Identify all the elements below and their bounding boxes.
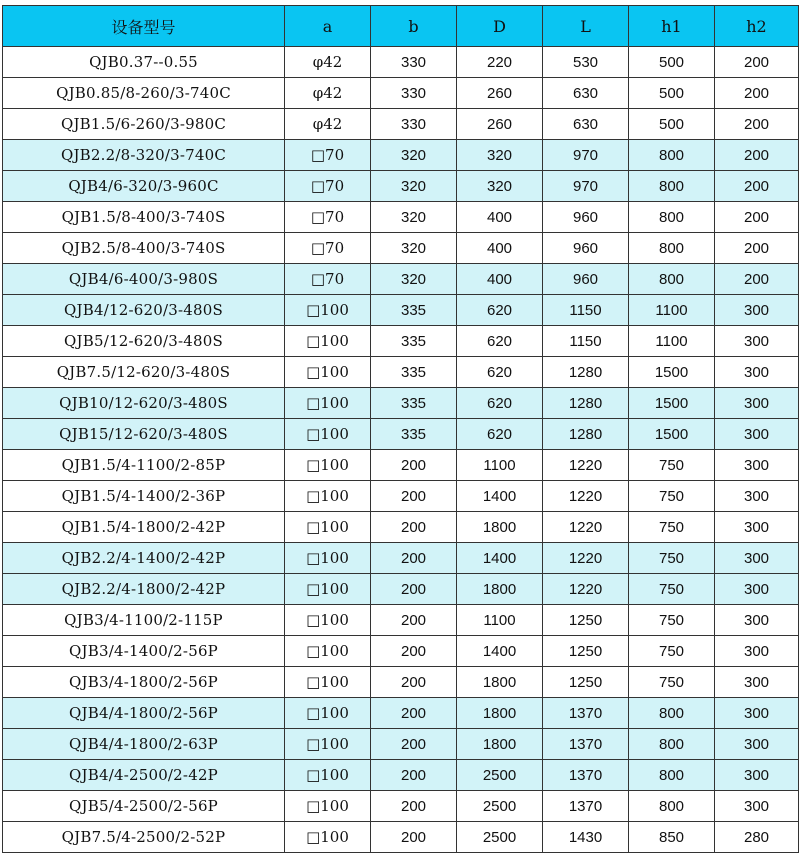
value-cell-a: □100 — [285, 450, 371, 481]
value-cell-l: 630 — [543, 109, 629, 140]
value-cell-a: □100 — [285, 791, 371, 822]
value-cell-h2: 300 — [715, 574, 799, 605]
value-cell-b: 200 — [371, 481, 457, 512]
model-cell: QJB3/4-1400/2-56P — [3, 636, 285, 667]
value-cell-h2: 200 — [715, 47, 799, 78]
value-cell-h1: 750 — [629, 512, 715, 543]
table-row — [3, 760, 799, 791]
model-cell: QJB0.85/8-260/3-740C — [3, 78, 285, 109]
value-cell-h1: 500 — [629, 78, 715, 109]
header-h1: h1 — [629, 6, 715, 47]
model-cell: QJB5/12-620/3-480S — [3, 326, 285, 357]
value-cell-d: 620 — [457, 388, 543, 419]
value-cell-h2: 200 — [715, 78, 799, 109]
header-l: L — [543, 6, 629, 47]
value-cell-d: 1800 — [457, 698, 543, 729]
value-cell-h1: 1500 — [629, 388, 715, 419]
value-cell-d: 400 — [457, 202, 543, 233]
value-cell-d: 620 — [457, 295, 543, 326]
value-cell-b: 200 — [371, 574, 457, 605]
value-cell-h2: 300 — [715, 760, 799, 791]
value-cell-l: 1370 — [543, 729, 629, 760]
value-cell-h2: 200 — [715, 109, 799, 140]
value-cell-a: □100 — [285, 419, 371, 450]
value-cell-b: 320 — [371, 140, 457, 171]
value-cell-a: □100 — [285, 729, 371, 760]
value-cell-b: 200 — [371, 698, 457, 729]
value-cell-d: 400 — [457, 264, 543, 295]
model-cell: QJB1.5/4-1100/2-85P — [3, 450, 285, 481]
value-cell-a: □100 — [285, 512, 371, 543]
value-cell-d: 620 — [457, 419, 543, 450]
model-cell: QJB1.5/4-1400/2-36P — [3, 481, 285, 512]
model-cell: QJB2.2/4-1400/2-42P — [3, 543, 285, 574]
value-cell-h1: 750 — [629, 636, 715, 667]
value-cell-d: 620 — [457, 357, 543, 388]
value-cell-d: 400 — [457, 233, 543, 264]
header-d: D — [457, 6, 543, 47]
value-cell-h2: 300 — [715, 605, 799, 636]
value-cell-d: 260 — [457, 78, 543, 109]
value-cell-d: 620 — [457, 326, 543, 357]
value-cell-d: 1400 — [457, 543, 543, 574]
value-cell-h1: 750 — [629, 667, 715, 698]
value-cell-a: □70 — [285, 202, 371, 233]
value-cell-d: 1400 — [457, 636, 543, 667]
model-cell: QJB4/4-1800/2-63P — [3, 729, 285, 760]
value-cell-l: 1220 — [543, 450, 629, 481]
table-row — [3, 140, 799, 171]
value-cell-b: 200 — [371, 605, 457, 636]
value-cell-a: □70 — [285, 264, 371, 295]
value-cell-h2: 300 — [715, 667, 799, 698]
value-cell-l: 1250 — [543, 667, 629, 698]
value-cell-a: □100 — [285, 357, 371, 388]
value-cell-l: 1370 — [543, 698, 629, 729]
model-cell: QJB1.5/6-260/3-980C — [3, 109, 285, 140]
value-cell-d: 1800 — [457, 729, 543, 760]
value-cell-d: 2500 — [457, 760, 543, 791]
value-cell-a: φ42 — [285, 47, 371, 78]
value-cell-b: 320 — [371, 233, 457, 264]
table-row — [3, 481, 799, 512]
table-row — [3, 574, 799, 605]
model-cell: QJB15/12-620/3-480S — [3, 419, 285, 450]
value-cell-h1: 800 — [629, 264, 715, 295]
value-cell-l: 530 — [543, 47, 629, 78]
value-cell-a: □100 — [285, 388, 371, 419]
value-cell-h1: 750 — [629, 450, 715, 481]
value-cell-h1: 500 — [629, 47, 715, 78]
model-cell: QJB0.37--0.55 — [3, 47, 285, 78]
model-cell: QJB2.5/8-400/3-740S — [3, 233, 285, 264]
value-cell-l: 1250 — [543, 636, 629, 667]
value-cell-h1: 1100 — [629, 326, 715, 357]
model-cell: QJB2.2/4-1800/2-42P — [3, 574, 285, 605]
value-cell-h2: 280 — [715, 822, 799, 853]
value-cell-h1: 800 — [629, 140, 715, 171]
value-cell-h2: 300 — [715, 326, 799, 357]
table-row — [3, 450, 799, 481]
table-row — [3, 78, 799, 109]
value-cell-b: 330 — [371, 78, 457, 109]
value-cell-h1: 850 — [629, 822, 715, 853]
value-cell-a: □100 — [285, 760, 371, 791]
value-cell-b: 200 — [371, 791, 457, 822]
value-cell-l: 1370 — [543, 791, 629, 822]
value-cell-b: 200 — [371, 822, 457, 853]
value-cell-b: 200 — [371, 760, 457, 791]
value-cell-h1: 800 — [629, 171, 715, 202]
value-cell-l: 1280 — [543, 357, 629, 388]
model-cell: QJB4/12-620/3-480S — [3, 295, 285, 326]
model-cell: QJB7.5/4-2500/2-52P — [3, 822, 285, 853]
header-row — [3, 6, 799, 47]
value-cell-h2: 200 — [715, 233, 799, 264]
value-cell-h2: 300 — [715, 357, 799, 388]
value-cell-a: □100 — [285, 667, 371, 698]
table-row — [3, 295, 799, 326]
value-cell-a: □70 — [285, 140, 371, 171]
model-cell: QJB4/6-320/3-960C — [3, 171, 285, 202]
value-cell-a: □100 — [285, 636, 371, 667]
model-cell: QJB1.5/8-400/3-740S — [3, 202, 285, 233]
value-cell-h1: 800 — [629, 698, 715, 729]
value-cell-l: 970 — [543, 171, 629, 202]
value-cell-h1: 800 — [629, 760, 715, 791]
header-h2: h2 — [715, 6, 799, 47]
value-cell-a: □100 — [285, 543, 371, 574]
value-cell-h2: 300 — [715, 543, 799, 574]
table-row — [3, 171, 799, 202]
value-cell-b: 335 — [371, 326, 457, 357]
value-cell-h1: 800 — [629, 791, 715, 822]
table-row — [3, 109, 799, 140]
model-cell: QJB7.5/12-620/3-480S — [3, 357, 285, 388]
model-cell: QJB4/6-400/3-980S — [3, 264, 285, 295]
value-cell-h2: 300 — [715, 295, 799, 326]
value-cell-h2: 200 — [715, 202, 799, 233]
table-row — [3, 543, 799, 574]
value-cell-a: φ42 — [285, 109, 371, 140]
value-cell-h2: 300 — [715, 512, 799, 543]
value-cell-d: 2500 — [457, 791, 543, 822]
value-cell-l: 1220 — [543, 574, 629, 605]
value-cell-b: 330 — [371, 109, 457, 140]
value-cell-h1: 1100 — [629, 295, 715, 326]
table-row — [3, 357, 799, 388]
value-cell-a: □100 — [285, 326, 371, 357]
table-row — [3, 791, 799, 822]
pump-spec-table — [2, 5, 799, 853]
value-cell-d: 220 — [457, 47, 543, 78]
value-cell-l: 960 — [543, 202, 629, 233]
value-cell-d: 320 — [457, 140, 543, 171]
value-cell-b: 200 — [371, 729, 457, 760]
value-cell-d: 1100 — [457, 605, 543, 636]
value-cell-h2: 300 — [715, 729, 799, 760]
table-row — [3, 605, 799, 636]
value-cell-l: 970 — [543, 140, 629, 171]
value-cell-h2: 300 — [715, 388, 799, 419]
value-cell-h1: 1500 — [629, 419, 715, 450]
value-cell-h2: 200 — [715, 264, 799, 295]
table-row — [3, 202, 799, 233]
table-row — [3, 729, 799, 760]
value-cell-b: 335 — [371, 295, 457, 326]
value-cell-d: 1400 — [457, 481, 543, 512]
table-row — [3, 822, 799, 853]
value-cell-d: 260 — [457, 109, 543, 140]
table-body — [3, 47, 799, 853]
value-cell-a: □100 — [285, 481, 371, 512]
value-cell-a: □100 — [285, 822, 371, 853]
value-cell-l: 1280 — [543, 388, 629, 419]
model-cell: QJB3/4-1800/2-56P — [3, 667, 285, 698]
value-cell-l: 1280 — [543, 419, 629, 450]
table-row — [3, 233, 799, 264]
value-cell-b: 320 — [371, 171, 457, 202]
model-cell: QJB4/4-2500/2-42P — [3, 760, 285, 791]
value-cell-l: 1150 — [543, 326, 629, 357]
value-cell-d: 2500 — [457, 822, 543, 853]
model-cell: QJB4/4-1800/2-56P — [3, 698, 285, 729]
table-row — [3, 512, 799, 543]
value-cell-b: 200 — [371, 636, 457, 667]
value-cell-b: 200 — [371, 667, 457, 698]
value-cell-h2: 300 — [715, 636, 799, 667]
value-cell-a: □70 — [285, 233, 371, 264]
value-cell-d: 1800 — [457, 512, 543, 543]
value-cell-a: φ42 — [285, 78, 371, 109]
table-row — [3, 698, 799, 729]
value-cell-b: 335 — [371, 419, 457, 450]
table-row — [3, 636, 799, 667]
value-cell-h1: 800 — [629, 233, 715, 264]
value-cell-b: 200 — [371, 450, 457, 481]
value-cell-h1: 500 — [629, 109, 715, 140]
value-cell-l: 1220 — [543, 512, 629, 543]
value-cell-l: 1220 — [543, 543, 629, 574]
model-cell: QJB5/4-2500/2-56P — [3, 791, 285, 822]
table-row — [3, 326, 799, 357]
table-row — [3, 47, 799, 78]
value-cell-h2: 300 — [715, 698, 799, 729]
value-cell-b: 320 — [371, 264, 457, 295]
value-cell-h2: 200 — [715, 171, 799, 202]
value-cell-h1: 750 — [629, 574, 715, 605]
table-row — [3, 388, 799, 419]
model-cell: QJB10/12-620/3-480S — [3, 388, 285, 419]
value-cell-d: 1100 — [457, 450, 543, 481]
value-cell-h2: 300 — [715, 481, 799, 512]
value-cell-b: 200 — [371, 543, 457, 574]
value-cell-d: 1800 — [457, 574, 543, 605]
table-row — [3, 264, 799, 295]
value-cell-b: 320 — [371, 202, 457, 233]
value-cell-h1: 800 — [629, 729, 715, 760]
value-cell-d: 320 — [457, 171, 543, 202]
value-cell-d: 1800 — [457, 667, 543, 698]
value-cell-h2: 300 — [715, 419, 799, 450]
value-cell-h1: 750 — [629, 605, 715, 636]
model-cell: QJB2.2/8-320/3-740C — [3, 140, 285, 171]
value-cell-l: 1250 — [543, 605, 629, 636]
value-cell-l: 1220 — [543, 481, 629, 512]
value-cell-a: □100 — [285, 574, 371, 605]
value-cell-l: 630 — [543, 78, 629, 109]
value-cell-a: □70 — [285, 171, 371, 202]
value-cell-l: 1370 — [543, 760, 629, 791]
header-model: 设备型号 — [3, 6, 285, 47]
value-cell-b: 330 — [371, 47, 457, 78]
value-cell-a: □100 — [285, 605, 371, 636]
value-cell-b: 335 — [371, 357, 457, 388]
value-cell-h1: 1500 — [629, 357, 715, 388]
value-cell-h1: 800 — [629, 202, 715, 233]
value-cell-l: 1150 — [543, 295, 629, 326]
model-cell: QJB3/4-1100/2-115P — [3, 605, 285, 636]
value-cell-l: 960 — [543, 264, 629, 295]
value-cell-l: 960 — [543, 233, 629, 264]
value-cell-l: 1430 — [543, 822, 629, 853]
value-cell-h1: 750 — [629, 481, 715, 512]
value-cell-h2: 300 — [715, 450, 799, 481]
table-row — [3, 667, 799, 698]
value-cell-h2: 200 — [715, 140, 799, 171]
value-cell-a: □100 — [285, 698, 371, 729]
value-cell-h1: 750 — [629, 543, 715, 574]
value-cell-h2: 300 — [715, 791, 799, 822]
model-cell: QJB1.5/4-1800/2-42P — [3, 512, 285, 543]
header-a: a — [285, 6, 371, 47]
value-cell-b: 335 — [371, 388, 457, 419]
header-b: b — [371, 6, 457, 47]
value-cell-b: 200 — [371, 512, 457, 543]
table-row — [3, 419, 799, 450]
value-cell-a: □100 — [285, 295, 371, 326]
